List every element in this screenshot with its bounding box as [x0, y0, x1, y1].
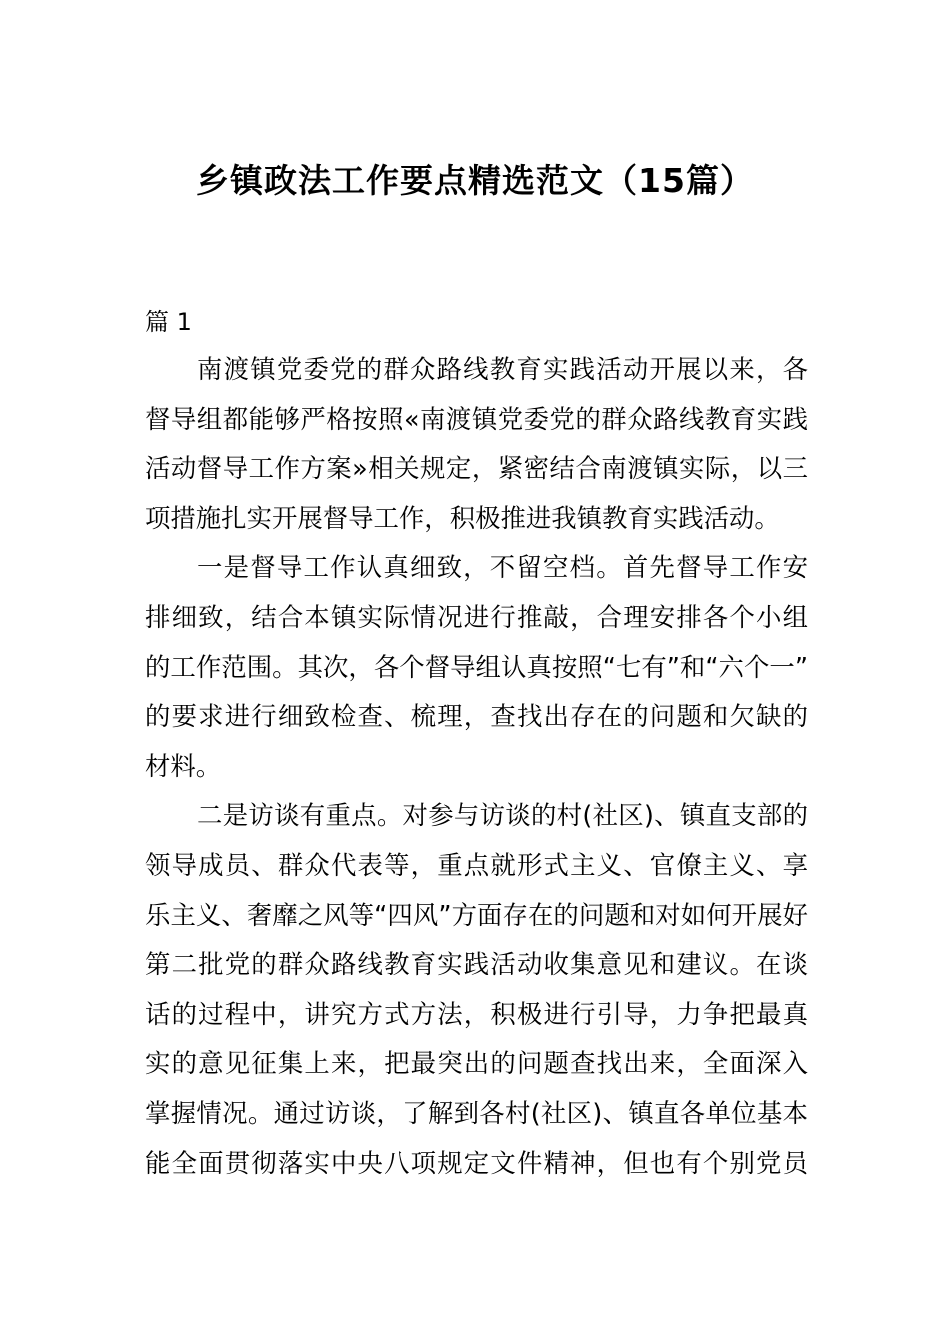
text-line: 掌握情况。通过访谈，了解到各村(社区)、镇直各单位基本 — [145, 1097, 808, 1128]
text-line: 材料。 — [145, 750, 222, 781]
paragraph — [145, 345, 808, 543]
document-body — [145, 345, 808, 1188]
document-title: 乡镇政法工作要点精选范文（15篇） — [196, 161, 754, 200]
text-line: 一是督导工作认真细致，不留空档。首先督导工作安 — [197, 552, 808, 583]
text-line: 的要求进行细致检查、梳理，查找出存在的问题和欠缺的 — [145, 701, 808, 732]
text-line: 项措施扎实开展督导工作，积极推进我镇教育实践活动。 — [145, 502, 780, 533]
text-line: 活动督导工作方案»相关规定，紧密结合南渡镇实际，以三 — [145, 453, 808, 484]
text-line: 能全面贯彻落实中央八项规定文件精神，但也有个别党员 — [145, 1147, 808, 1178]
text-line: 第二批党的群众路线教育实践活动收集意见和建议。在谈 — [145, 949, 808, 980]
paragraph — [145, 543, 808, 791]
text-line: 话的过程中，讲究方式方法，积极进行引导，力争把最真 — [145, 998, 808, 1029]
text-line: 二是访谈有重点。对参与访谈的村(社区)、镇直支部的 — [197, 800, 808, 831]
text-line: 南渡镇党委党的群众路线教育实践活动开展以来，各 — [197, 354, 808, 384]
text-line: 排细致，结合本镇实际情况进行推敲，合理安排各个小组 — [145, 601, 808, 632]
text-line: 领导成员、群众代表等，重点就形式主义、官僚主义、享 — [145, 849, 808, 880]
text-line: 的工作范围。其次，各个督导组认真按照“七有”和“六个一” — [145, 651, 808, 682]
text-line: 乐主义、奢靡之风等“四风”方面存在的问题和对如何开展好 — [145, 899, 808, 930]
text-line: 实的意见征集上来，把最突出的问题查找出来，全面深入 — [145, 1048, 808, 1079]
paragraph — [145, 791, 808, 1188]
section-label: 篇 1 — [145, 308, 192, 336]
text-line: 督导组都能够严格按照«南渡镇党委党的群众路线教育实践 — [145, 403, 808, 434]
